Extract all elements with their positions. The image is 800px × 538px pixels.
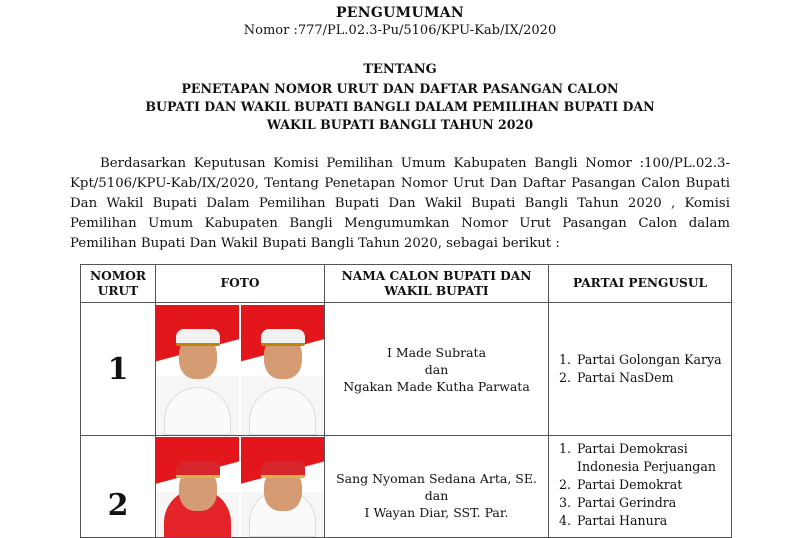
party-item: 2. Partai Demokrat	[575, 476, 731, 494]
candidate-table	[80, 264, 732, 538]
candidate-photo-cell	[156, 303, 325, 436]
subject-line: PENETAPAN NOMOR URUT DAN DAFTAR PASANGAN CALON	[181, 81, 619, 96]
bupati-name: I Made Subrata	[386, 344, 487, 360]
document-title: PENGUMUMAN	[335, 5, 465, 21]
intro-paragraph: Berdasarkan Keputusan Komisi Pemilihan Umum Kabupaten Bangli Nomor :100/PL.02.3-Kpt/5106/KPU-Kab/IX/2020, Tentang Penetapan Nomor Urut Dan Daftar Pasangan Calon Bupati Dan Wakil Bupati Dalam Pemilihan Bupati Dan Wakil Bupati Bangli Tahun 2020 , Komisi Pemilihan Umum Kabupaten Bangli Mengumumkan Nomor Urut Pasangan Calon dalam Pemilihan Bupati Dan Wakil Bupati Bangli Tahun 2020, sebagai berikut :	[70, 156, 730, 251]
header-nomor-urut	[81, 265, 156, 303]
party-item: 4. Partai Hanura	[575, 512, 731, 530]
candidate-number: 1	[81, 303, 156, 436]
header-text: WAKIL BUPATI	[384, 283, 489, 298]
party-item: 3. Partai Gerindra	[575, 494, 731, 512]
connector-text: dan	[424, 361, 449, 377]
table-row	[81, 303, 732, 436]
party-list-cell	[549, 303, 732, 436]
candidate-photo	[241, 305, 324, 435]
candidate-names	[325, 303, 549, 436]
candidate-photo	[241, 437, 324, 537]
candidate-photo	[156, 437, 239, 537]
subject-heading	[60, 80, 740, 134]
party-list-cell	[549, 436, 732, 538]
candidate-photo	[156, 305, 239, 435]
party-item: 2. Partai NasDem	[575, 369, 731, 387]
table-row	[81, 436, 732, 538]
header-foto: FOTO	[156, 265, 325, 303]
party-list	[549, 440, 731, 530]
header-nama	[325, 265, 549, 303]
party-item: 1. Partai Demokrasi Indonesia Perjuangan	[575, 440, 731, 476]
about-heading: TENTANG	[363, 62, 437, 77]
header-text: NOMOR	[90, 268, 146, 283]
connector-text: dan	[424, 488, 449, 503]
party-list	[549, 351, 731, 387]
subject-line: WAKIL BUPATI BANGLI TAHUN 2020	[266, 117, 534, 132]
bupati-name: Sang Nyoman Sedana Arta, SE.	[336, 471, 537, 486]
header-partai: PARTAI PENGUSUL	[549, 265, 732, 303]
party-item: 1. Partai Golongan Karya	[575, 351, 731, 369]
candidate-number: 2	[81, 436, 156, 538]
subject-line: BUPATI DAN WAKIL BUPATI BANGLI DALAM PEMILIHAN BUPATI DAN	[145, 99, 655, 114]
candidate-photo-cell	[156, 436, 325, 538]
header-text: URUT	[97, 283, 139, 298]
wakil-name: I Wayan Diar, SST. Par.	[364, 505, 509, 520]
wakil-name: Ngakan Made Kutha Parwata	[343, 378, 530, 394]
candidate-names	[325, 436, 549, 538]
header-text: NAMA CALON BUPATI DAN	[341, 268, 532, 283]
document-number: Nomor :777/PL.02.3-Pu/5106/KPU-Kab/IX/2020	[243, 23, 557, 38]
table-header-row	[81, 265, 732, 303]
